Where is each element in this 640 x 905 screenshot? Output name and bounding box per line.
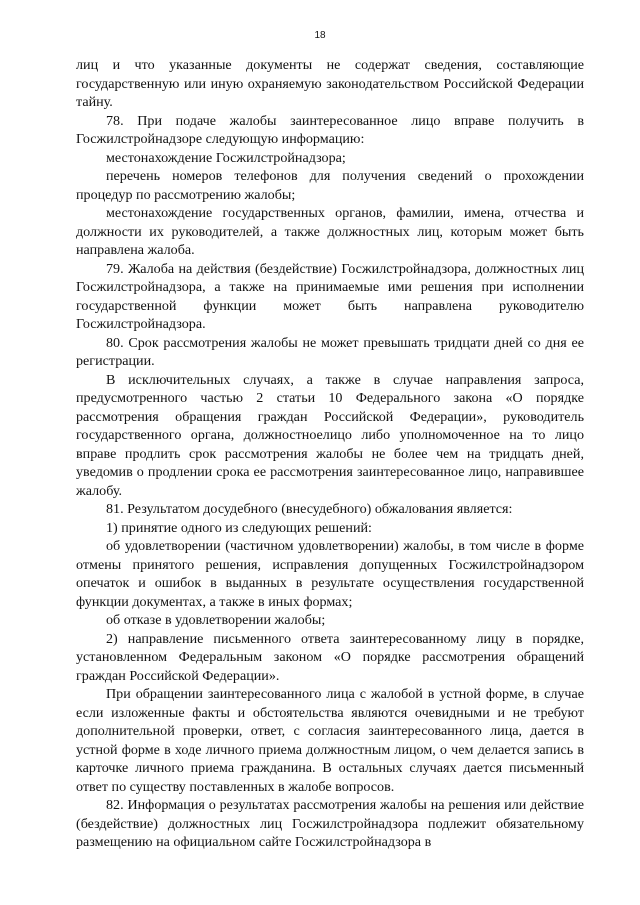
paragraph: 1) принятие одного из следующих решений: bbox=[106, 519, 372, 536]
document-body bbox=[76, 56, 584, 852]
paragraph: При обращении заинтересованного лица с жалобой в устной форме, в случае если изложенные факты и обстоятельства являются очевидными и не требуют дополнительной проверки, ответ, с согласия заинтересованного лица, дается в устной форме в ходе личного приема должностным лицом, о чем делается запись в карточке личного приема гражданина. В остальных случаях дается письменный ответ по существу поставленных в жалобе вопросов. bbox=[76, 686, 584, 795]
paragraph: об отказе в удовлетворении жалобы; bbox=[106, 612, 326, 628]
paragraph: 79. Жалоба на действия (бездействие) Госжилстройнадзора, должностных лиц Госжилстройнадзора, а также на принимаемые ими решения при исполнении государственной функции может быть направлена руководителю Госжилстройнадзора. bbox=[76, 260, 584, 332]
paragraph: перечень номеров телефонов для получения сведений о прохождении процедур по рассмотрению жалобы; bbox=[76, 168, 584, 203]
paragraph: лиц и что указанные документы не содержат сведения, составляющие государственную или иную охраняемую законодательством Российской Федерации тайну. bbox=[76, 57, 584, 110]
paragraph: 81. Результатом досудебного (внесудебного) обжалования является: bbox=[106, 501, 513, 517]
paragraph: местонахождение Госжилстройнадзора; bbox=[106, 149, 346, 166]
paragraph: 2) направление письменного ответа заинтересованному лицу в порядке, установленном Федеральным законом «О порядке рассмотрения обращений граждан Российской Федерации». bbox=[76, 630, 584, 684]
paragraph: 80. Срок рассмотрения жалобы не может превышать тридцати дней со дня ее регистрации. bbox=[76, 334, 584, 369]
paragraph: об удовлетворении (частичном удовлетворении) жалобы, в том числе в форме отмены принятого решения, исправления допущенных Госжилстройнадзором опечаток и ошибок в выданных в результате осуществления государственной функции документах, а также в иных формах; bbox=[76, 538, 584, 610]
paragraph: 82. Информация о результатах рассмотрения жалобы на решения или действие (бездействие) должностных лиц Госжилстройнадзора подлежит обязательному размещению на официальном сайте Госжилстройнадзора в bbox=[76, 797, 584, 850]
page-number: 18 bbox=[314, 30, 326, 41]
paragraph: В исключительных случаях, а также в случае направления запроса, предусмотренного частью 2 статьи 10 Федерального закона «О порядке рассмотрения обращения граждан Российской Федерации», руководитель государственного органа, должностноелицо либо уполномоченное на то лицо вправе продлить срок рассмотрения жалобы не более чем на тридцать дней, уведомив о продлении срока ее рассмотрения заинтересованное лицо, направившее жалобу. bbox=[76, 371, 584, 499]
paragraph: местонахождение государственных органов, фамилии, имена, отчества и должности их руководителей, а также должностных лиц, которым может быть направлена жалоба. bbox=[76, 205, 584, 258]
paragraph: 78. При подаче жалобы заинтересованное лицо вправе получить в Госжилстройнадзоре следующую информацию: bbox=[76, 112, 584, 147]
